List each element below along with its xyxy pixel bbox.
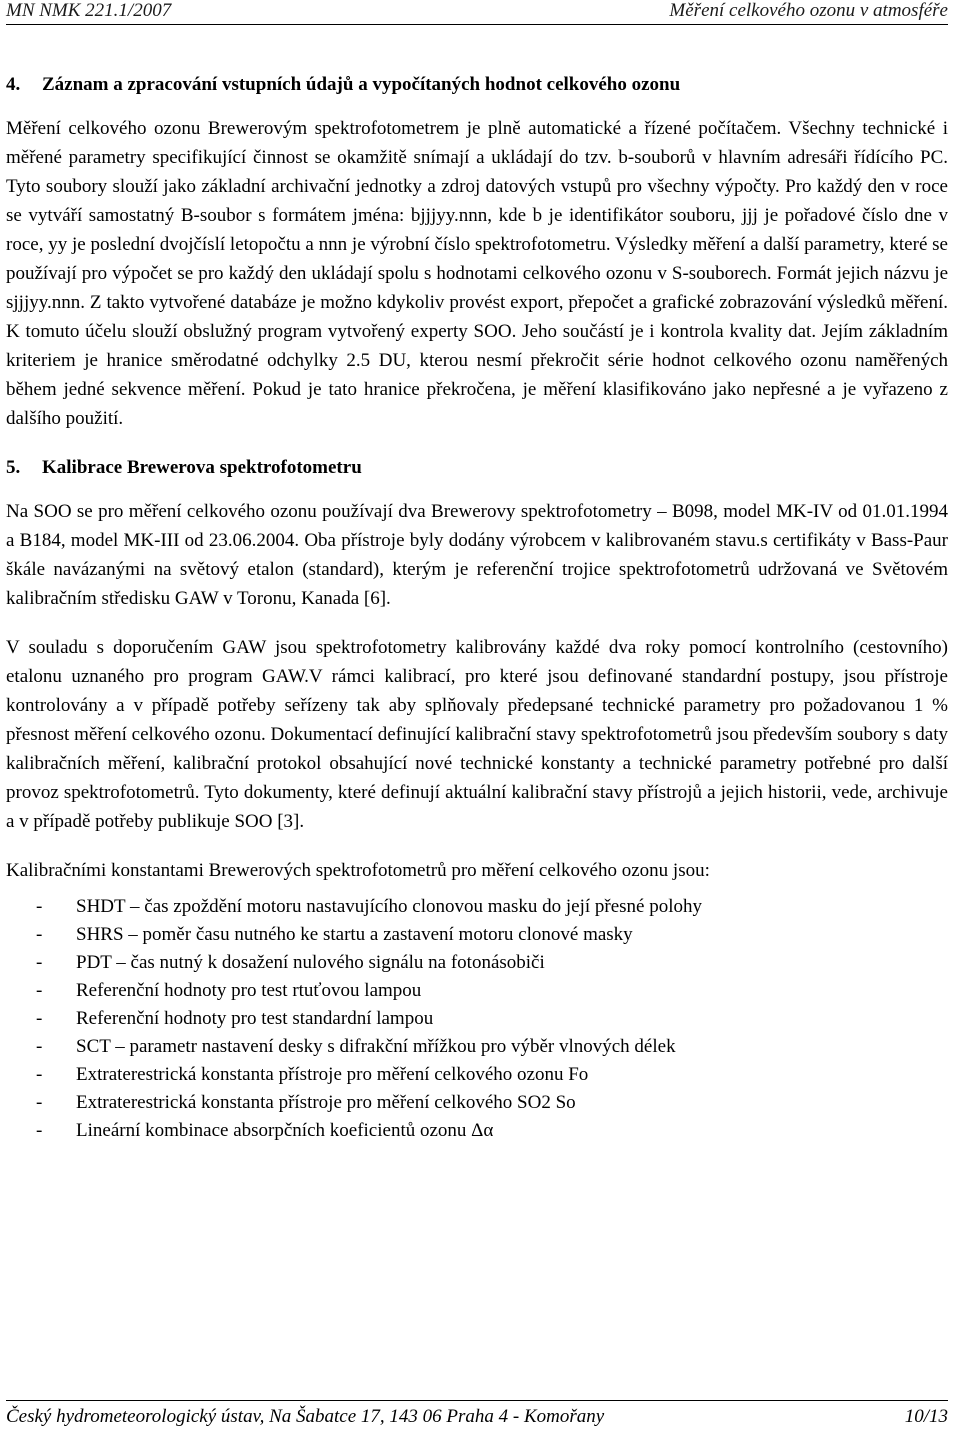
list-item-text: Extraterestrická konstanta přístroje pro měření celkového ozonu Fo	[76, 1064, 589, 1085]
list-item	[6, 949, 948, 977]
list-marker: -	[36, 1008, 43, 1029]
section-5-number: 5.	[6, 457, 21, 478]
header-doc-id: MN NMK 221.1/2007	[6, 0, 172, 21]
list-marker: -	[36, 980, 43, 1001]
list-marker: -	[36, 924, 43, 945]
list-item-text: Extraterestrická konstanta přístroje pro měření celkového SO2 So	[76, 1092, 576, 1113]
page-header	[6, 0, 948, 22]
list-item	[6, 1089, 948, 1117]
footer-rule	[6, 1400, 948, 1401]
section-5-title: Kalibrace Brewerova spektrofotometru	[42, 457, 362, 478]
list-item	[6, 1061, 948, 1089]
list-item-text: Lineární kombinace absorpčních koeficientů ozonu Δα	[76, 1120, 494, 1141]
list-item-text: Referenční hodnoty pro test standardní lampou	[76, 1008, 434, 1029]
section-4-number: 4.	[6, 74, 21, 95]
section-4-heading	[6, 70, 948, 99]
list-marker: -	[36, 952, 43, 973]
list-item-text: Referenční hodnoty pro test rtuťovou lampou	[76, 980, 422, 1001]
list-item-text: SCT – parametr nastavení desky s difrakční mřížkou pro výběr vlnových délek	[76, 1036, 676, 1057]
footer-address: Český hydrometeorologický ústav, Na Šabatce 17, 143 06 Praha 4 - Komořany	[6, 1406, 605, 1427]
section-5-paragraph-3: Kalibračními konstantami Brewerových spektrofotometrů pro měření celkového ozonu jsou:	[6, 860, 710, 881]
list-item-text: PDT – čas nutný k dosažení nulového signálu na fotonásobiči	[76, 952, 545, 973]
list-item-text: SHDT – čas zpoždění motoru nastavujícího clonovou masku do její přesné polohy	[76, 896, 703, 917]
section-5-heading	[6, 453, 948, 482]
list-marker: -	[36, 1036, 43, 1057]
list-marker: -	[36, 896, 43, 917]
list-item-text: SHRS – poměr času nutného ke startu a zastavení motoru clonové masky	[76, 924, 633, 945]
list-item	[6, 921, 948, 949]
section-4-paragraph: Měření celkového ozonu Brewerovým spektrofotometrem je plně automatické a řízené počítačem. Všechny technické i měřené parametry specifikující činnost se okamžitě snímají a ukládají do tzv. b-souborů v hlavním adresáři řídícího PC. Tyto soubory slouží jako základní archivační jednotky a zdroj datových vstupů pro všechny výpočty. Pro každý den v roce se vytváří samostatný B-soubor s formátem jména: bjjjyy.nnn, kde b je identifikátor souboru, jjj je pořadové číslo dne v roce, yy je poslední dvojčíslí letopočtu a nnn je výrobní číslo spektrofotometru. Výsledky měření a další parametry, které se používají pro výpočet se pro každý den ukládají spolu s hodnotami celkového ozonu v S-souborech. Formát jejich názvu je sjjjyy.nnn. Z takto vytvořené databáze je možno kdykoliv provést export, přepočet a grafické zobrazování výsledků měření. K tomuto účelu slouží obslužný program vytvořený experty SOO. Jeho součástí je i kontrola kvality dat. Jejím základním kriteriem je hranice směrodatné odchylky 2.5 DU, kterou nesmí překročit série hodnot celkového ozonu naměřených během jedné sekvence měření. Pokud je tato hranice překročena, je měření klasifikováno jako nepřesné a je vyřazeno z dalšího použití.	[6, 118, 948, 429]
page-footer	[6, 1406, 948, 1430]
header-rule	[6, 24, 948, 25]
list-item	[6, 893, 948, 921]
page-content	[6, 58, 948, 1145]
list-marker: -	[36, 1064, 43, 1085]
list-item	[6, 1005, 948, 1033]
footer-page-number: 10/13	[904, 1406, 948, 1427]
calibration-constants-list	[6, 893, 948, 1145]
list-marker: -	[36, 1120, 43, 1141]
list-item	[6, 1033, 948, 1061]
section-4-title: Záznam a zpracování vstupních údajů a vypočítaných hodnot celkového ozonu	[42, 74, 681, 95]
list-item	[6, 1117, 948, 1145]
list-item	[6, 977, 948, 1005]
section-5-paragraph-1: Na SOO se pro měření celkového ozonu používají dva Brewerovy spektrofotometry – B098, model MK-IV od 01.01.1994 a B184, model MK-III od 23.06.2004. Oba přístroje byly dodány výrobcem v kalibrovaném stavu.s certifikáty v Bass-Paur škále navázanými na světový etalon (standard), kterým je referenční trojice spektrofotometrů udržovaná ve Světovém kalibračním středisku GAW v Toronu, Kanada [6].	[6, 501, 948, 609]
section-5-paragraph-2: V souladu s doporučením GAW jsou spektrofotometry kalibrovány každé dva roky pomocí kontrolního (cestovního) etalonu uznaného pro program GAW.V rámci kalibrací, pro které jsou definované standardní postupy, jsou přístroje kontrolovány a v případě potřeby seřízeny tak aby splňovaly předepsané technické parametry pro požadovanou 1 % přesnost měření celkového ozonu. Dokumentací definující kalibrační stavy spektrofotometrů jsou především soubory s daty kalibračních měření, kalibrační protokol obsahující nové technické konstanty a technické parametry potřebné pro další provoz spektrofotometrů. Tyto dokumenty, které definují aktuální kalibrační stavy přístrojů a jejich historii, vede, archivuje a v případě potřeby publikuje SOO [3].	[6, 637, 948, 832]
header-doc-title: Měření celkového ozonu v atmosféře	[669, 0, 948, 21]
list-marker: -	[36, 1092, 43, 1113]
